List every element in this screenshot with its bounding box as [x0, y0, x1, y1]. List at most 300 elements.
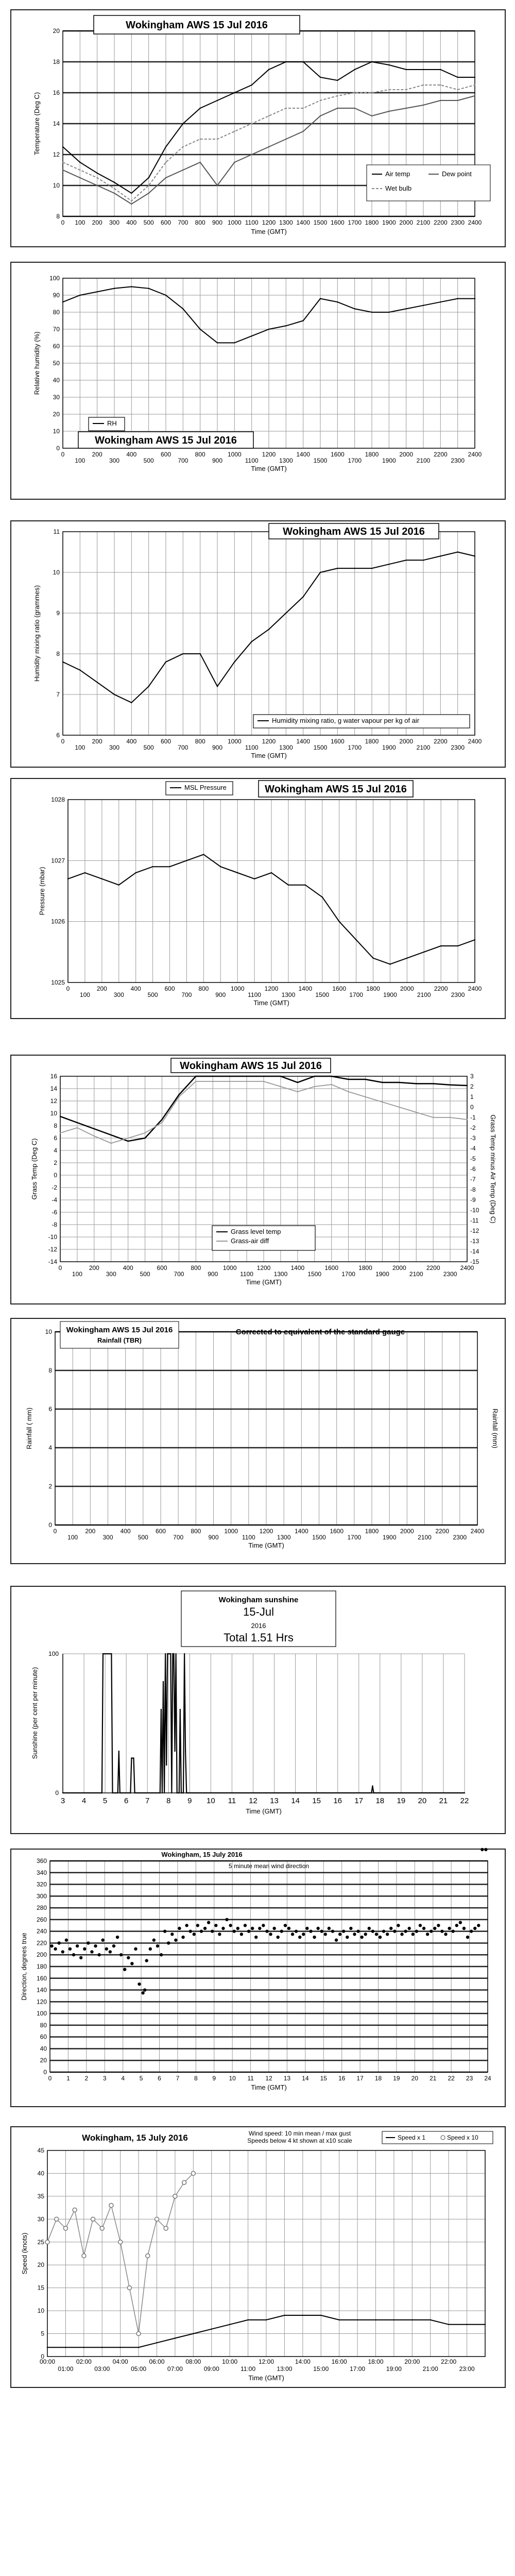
x-tick-label: 300	[109, 457, 120, 464]
data-point-s0-11	[251, 84, 252, 86]
x-tick-label: 1300	[277, 1534, 291, 1541]
y2-tick-label: 0	[470, 1104, 474, 1111]
y-axis-label: Grass Temp (Deg C)	[30, 1138, 38, 1200]
x-tick-label: 900	[212, 219, 223, 226]
x-tick-label: 13	[283, 2075, 291, 2082]
data-point-s0-1	[77, 1122, 78, 1123]
x-tick-label: 500	[138, 1534, 148, 1541]
data-point-s2-8	[199, 139, 200, 140]
data-point-s0-10	[234, 342, 235, 343]
data-point-108	[440, 1929, 443, 1933]
y-tick-label: 9	[56, 609, 60, 617]
data-point-s0-19	[388, 64, 389, 65]
x-tick-label: 19:00	[386, 2365, 402, 2372]
data-point-39	[189, 1929, 192, 1933]
x-tick-label: 18:00	[368, 2358, 384, 2365]
x-tick-label: 02:00	[76, 2358, 92, 2365]
data-point-7	[76, 1944, 79, 1947]
data-point-s1-8	[118, 2240, 123, 2244]
y-axis-label: Sunshine (per cent per minute)	[31, 1667, 39, 1759]
legend-label: Grass-air diff	[231, 1237, 269, 1245]
x-axis-label: Time (GMT)	[248, 2374, 284, 2382]
y-tick-label: 90	[53, 292, 60, 299]
data-point-s0-20	[411, 2319, 413, 2320]
data-point-13	[97, 1953, 100, 1956]
data-point-s2-22	[440, 84, 441, 86]
x-tick-label: 17	[356, 2075, 364, 2082]
data-point-s0-11	[134, 1792, 135, 1793]
data-point-s0-19	[393, 2319, 394, 2320]
chart-annotation: Corrected to equivalent of the standard gauge	[235, 1328, 405, 1336]
data-point-s0-2	[101, 878, 102, 879]
x-tick-label: 11	[228, 1797, 236, 1805]
x-tick-label: 1800	[365, 451, 379, 458]
data-point-12	[94, 1944, 97, 1947]
data-point-s0-28	[179, 1792, 180, 1793]
data-point-s0-1	[65, 2347, 66, 2348]
y-tick-label: -10	[48, 1233, 57, 1241]
data-point-s0-6	[169, 866, 170, 867]
data-point-54	[244, 1924, 247, 1927]
data-point-34	[170, 1933, 174, 1936]
data-point-s1-11	[246, 1081, 247, 1082]
x-tick-label: 0	[58, 1264, 62, 1272]
x-tick-label: 1900	[375, 1270, 389, 1278]
data-point-s0-11	[246, 1076, 247, 1077]
data-point-s0-6	[161, 1119, 162, 1120]
x-tick-label: 18	[374, 2075, 382, 2082]
chart-title: Wokingham, 15 July 2016	[161, 1851, 243, 1858]
data-point-s0-16	[331, 1076, 332, 1077]
y2-axis-label: Grass Temp minus Air Temp (Deg C)	[489, 1114, 497, 1224]
chart-title: Wokingham, 15 July 2016	[82, 2133, 188, 2143]
x-tick-label: 700	[173, 1534, 184, 1541]
data-point-s1-5	[144, 1132, 145, 1133]
x-tick-label: 1200	[262, 451, 276, 458]
y-axis-label: Temperature (Deg C)	[33, 92, 41, 156]
data-point-s0-0	[62, 662, 63, 663]
x-tick-label: 2400	[460, 1264, 474, 1272]
grass-temp-chart-panel	[10, 1055, 506, 1304]
x-tick-label: 500	[140, 1270, 150, 1278]
data-point-73	[313, 1936, 316, 1939]
x-tick-label: 1700	[348, 219, 362, 226]
data-point-s0-4	[131, 702, 132, 703]
data-point-s0-2	[96, 291, 97, 292]
data-point-s0-24	[474, 77, 475, 78]
chart-title: Wokingham AWS 15 Jul 2016	[265, 784, 407, 795]
y2-tick-label: -3	[470, 1134, 476, 1142]
data-point-s0-4	[119, 2347, 121, 2348]
x-tick-label: 800	[198, 985, 209, 992]
x-tick-label: 2000	[400, 985, 414, 992]
data-point-s0-5	[148, 686, 149, 687]
data-point-s0-10	[133, 1757, 134, 1758]
data-point-s0-14	[302, 2315, 303, 2316]
data-point-s0-20	[399, 1082, 400, 1083]
x-axis-label: Time (GMT)	[246, 1807, 282, 1815]
y-tick-label: -14	[48, 1258, 57, 1265]
x-tick-label: 01:00	[58, 2365, 74, 2372]
x-tick-label: 21:00	[422, 2365, 438, 2372]
x-tick-label: 1400	[296, 219, 311, 226]
x-axis-label: Time (GMT)	[251, 2083, 287, 2091]
data-point-s0-16	[337, 301, 338, 302]
data-point-42	[200, 1929, 203, 1933]
x-tick-label: 20	[411, 2075, 419, 2082]
data-point-s1-2	[96, 185, 97, 186]
data-point-s0-8	[193, 2333, 194, 2334]
data-point-s1-6	[161, 1122, 162, 1123]
data-point-56	[251, 1927, 254, 1930]
x-tick-label: 3	[102, 2075, 107, 2082]
data-point-s0-21	[430, 2319, 431, 2320]
rainfall-chart	[11, 1319, 505, 1563]
data-point-105	[430, 1929, 433, 1933]
data-point-74	[316, 1927, 319, 1930]
sunshine-chart	[11, 1587, 505, 1833]
x-tick-label: 13	[270, 1797, 279, 1805]
x-tick-label: 1400	[296, 451, 311, 458]
data-point-59	[262, 1924, 265, 1927]
data-point-s0-14	[162, 1792, 163, 1793]
data-point-14	[101, 1939, 105, 1942]
data-point-49	[225, 1918, 228, 1921]
data-point-s2-10	[234, 131, 235, 132]
x-tick-label: 2300	[451, 991, 465, 998]
x-tick-label: 2200	[433, 738, 448, 745]
x-tick-label: 03:00	[94, 2365, 110, 2372]
x-tick-label: 1300	[281, 991, 296, 998]
data-point-1	[54, 1947, 57, 1951]
y-tick-label: 360	[36, 1857, 47, 1865]
data-point-32	[163, 1929, 166, 1933]
x-tick-label: 300	[102, 1534, 113, 1541]
data-point-s1-15	[314, 1086, 315, 1087]
x-tick-label: 0	[48, 2075, 52, 2082]
data-point-s1-10	[234, 162, 235, 163]
y2-tick-label: -1	[470, 1114, 476, 1121]
y-tick-label: 160	[36, 1974, 47, 1982]
data-point-s0-2	[83, 2347, 84, 2348]
data-point-s0-1	[79, 669, 80, 670]
data-point-s0-29	[180, 1709, 181, 1710]
data-point-s1-12	[268, 146, 269, 147]
data-point-s0-9	[131, 1757, 132, 1758]
y-tick-label: 1028	[51, 796, 65, 803]
x-tick-label: 16	[333, 1797, 342, 1805]
y-tick-label: 0	[43, 2069, 47, 2076]
data-point-92	[382, 1929, 385, 1933]
x-tick-label: 1000	[222, 1264, 237, 1272]
data-point-96	[397, 1924, 400, 1927]
y-tick-label: 16	[53, 89, 60, 96]
chart-title: Wokingham AWS 15 Jul 2016	[95, 435, 237, 446]
data-point-s0-2	[94, 1128, 95, 1129]
data-point-s1-14	[173, 2194, 177, 2198]
x-tick-label: 1300	[273, 1270, 288, 1278]
data-point-24	[138, 1982, 141, 1986]
y-tick-label: 12	[53, 151, 60, 158]
y-tick-label: 40	[53, 377, 60, 384]
y-tick-label: 15	[37, 2284, 44, 2292]
data-point-s1-13	[285, 139, 286, 140]
data-point-s0-1	[101, 1792, 102, 1793]
x-tick-label: 1900	[382, 744, 396, 751]
data-point-s2-12	[268, 115, 269, 116]
wind-direction-chart	[11, 1850, 505, 2106]
data-point-s0-0	[62, 146, 63, 147]
y-tick-label: 0	[54, 1172, 57, 1179]
y-axis-label: Rainfall ( mm)	[25, 1408, 33, 1449]
data-point-s1-9	[212, 1081, 213, 1082]
data-point-113	[459, 1921, 462, 1924]
x-tick-label: 1100	[240, 1270, 253, 1278]
x-tick-label: 400	[123, 1264, 133, 1272]
data-point-s0-6	[118, 1751, 119, 1752]
data-point-s1-20	[399, 1107, 400, 1108]
x-tick-label: 600	[160, 219, 171, 226]
x-tick-label: 800	[195, 738, 205, 745]
data-point-s1-13	[164, 2226, 168, 2230]
data-point-s0-11	[254, 878, 255, 879]
x-tick-label: 1500	[313, 219, 328, 226]
data-point-s1-3	[114, 193, 115, 194]
chart-title: Wokingham AWS 15 Jul 2016	[180, 1060, 322, 1072]
x-tick-label: 300	[106, 1270, 116, 1278]
data-point-s0-21	[423, 560, 424, 561]
x-tick-label: 00:00	[39, 2358, 56, 2365]
y-tick-label: 11	[53, 528, 60, 535]
data-point-21	[127, 1956, 130, 1959]
y-tick-label: 10	[53, 182, 60, 189]
data-point-s0-23	[172, 1653, 173, 1654]
data-point-114	[462, 1927, 466, 1930]
data-point-s1-4	[127, 1138, 128, 1139]
y-tick-label: 6	[48, 1405, 52, 1413]
x-tick-label: 400	[126, 738, 137, 745]
x-tick-label: 8	[194, 2075, 198, 2082]
x-tick-label: 11	[247, 2075, 254, 2082]
data-point-s0-22	[448, 2324, 449, 2325]
data-point-s2-15	[320, 100, 321, 101]
data-point-s0-5	[138, 2347, 139, 2348]
data-point-s2-13	[285, 108, 286, 109]
data-point-s0-22	[440, 945, 441, 946]
x-axis-label: Time (GMT)	[251, 228, 287, 235]
y2-tick-label: -9	[470, 1196, 476, 1204]
x-tick-label: 13:00	[277, 2365, 293, 2372]
x-tick-label: 1500	[307, 1270, 322, 1278]
data-point-s1-7	[178, 1096, 179, 1097]
x-tick-label: 7	[145, 1797, 150, 1805]
y-tick-label: 100	[48, 1650, 59, 1657]
y-tick-label: 1025	[51, 979, 65, 986]
data-point-109	[444, 1933, 447, 1936]
x-tick-label: 2400	[470, 1528, 485, 1535]
data-point-s0-20	[405, 69, 406, 70]
data-point-s0-11	[251, 641, 252, 642]
x-tick-label: 2400	[468, 451, 482, 458]
x-tick-label: 15	[320, 2075, 327, 2082]
pressure-chart-panel	[10, 778, 506, 1019]
x-tick-label: 1500	[315, 991, 330, 998]
data-point-67	[291, 1933, 294, 1936]
x-tick-label: 900	[215, 991, 226, 998]
x-tick-label: 17	[354, 1797, 364, 1805]
x-tick-label: 08:00	[185, 2358, 201, 2365]
x-tick-label: 14:00	[295, 2358, 311, 2365]
y-tick-label: 40	[37, 2170, 44, 2177]
y-tick-label: 1027	[51, 857, 65, 865]
data-point-s0-8	[130, 1792, 131, 1793]
rainfall-chart-panel	[10, 1318, 506, 1564]
x-axis-label: Time (GMT)	[251, 465, 287, 472]
data-point-s0-23	[466, 2324, 467, 2325]
data-point-s0-23	[457, 551, 458, 552]
data-point-s1-11	[146, 2253, 150, 2258]
data-point-41	[196, 1924, 199, 1927]
y-tick-label: 0	[48, 1521, 52, 1529]
y-tick-label: 200	[36, 1951, 47, 1959]
x-tick-label: 1900	[382, 219, 396, 226]
x-tick-label: 2100	[418, 1534, 432, 1541]
data-point-s0-6	[156, 2342, 157, 2343]
data-point-115	[466, 1936, 469, 1939]
data-point-43	[203, 1927, 207, 1930]
y-tick-label: 100	[36, 2010, 47, 2018]
data-point-s1-14	[297, 1091, 298, 1092]
data-point-s1-8	[199, 162, 200, 163]
data-point-93	[386, 1933, 389, 1936]
data-point-s1-21	[423, 105, 424, 106]
data-point-10	[87, 1941, 90, 1944]
data-point-s0-18	[365, 1079, 366, 1080]
data-point-s0-9	[217, 342, 218, 343]
data-point-s0-17	[348, 1079, 349, 1080]
y2-tick-label: -8	[470, 1186, 476, 1193]
data-point-5	[68, 1947, 72, 1951]
x-tick-label: 0	[66, 985, 70, 992]
data-point-s0-3	[114, 288, 115, 289]
x-tick-label: 1800	[366, 985, 380, 992]
data-point-s0-0	[62, 1792, 63, 1793]
y2-axis-label: Rainfall (mm)	[491, 1408, 499, 1449]
x-tick-label: 5	[139, 2075, 143, 2082]
x-axis-label: Time (GMT)	[253, 999, 289, 1007]
data-point-s2-19	[388, 89, 389, 90]
x-tick-label: 19	[397, 1797, 406, 1805]
x-axis-label: Time (GMT)	[251, 752, 287, 759]
data-point-s0-19	[389, 963, 390, 964]
x-tick-label: 1200	[262, 219, 276, 226]
y-tick-label: 120	[36, 1998, 47, 2006]
data-point-60	[265, 1929, 268, 1933]
data-point-4	[65, 1939, 68, 1942]
y-tick-label: 1026	[51, 918, 65, 925]
data-point-22	[130, 1962, 133, 1965]
series-line-0	[63, 1654, 465, 1793]
data-point-s2-3	[114, 188, 115, 189]
data-point-45	[211, 1929, 214, 1933]
data-point-s0-8	[199, 329, 200, 330]
x-tick-label: 21	[439, 1797, 448, 1805]
x-tick-label: 500	[143, 744, 154, 751]
data-point-2	[58, 1941, 61, 1944]
y-axis-label: Direction, degrees true	[20, 1933, 28, 2001]
x-tick-label: 1600	[330, 219, 345, 226]
legend-label: Humidity mixing ratio, g water vapour per kg of air	[272, 717, 420, 724]
data-point-s0-22	[440, 555, 441, 556]
data-point-s0-16	[337, 568, 338, 569]
x-tick-label: 12	[265, 2075, 272, 2082]
data-point-111	[452, 1929, 455, 1933]
x-tick-label: 4	[81, 1797, 87, 1805]
data-point-s2-20	[405, 89, 406, 90]
x-tick-label: 1600	[324, 1264, 339, 1272]
x-tick-label: 1300	[279, 744, 293, 751]
data-point-107	[437, 1924, 440, 1927]
data-point-s0-17	[357, 2319, 358, 2320]
x-tick-label: 1000	[227, 219, 242, 226]
data-point-s2-16	[337, 95, 338, 96]
data-point-70	[302, 1933, 305, 1936]
data-point-84	[353, 1933, 356, 1936]
data-point-s0-15	[320, 572, 321, 573]
data-point-9	[83, 1947, 86, 1951]
data-point-26	[143, 1988, 146, 1991]
y-tick-label: -12	[48, 1246, 57, 1253]
legend-label: Air temp	[385, 170, 410, 178]
y-tick-label: 10	[53, 428, 60, 435]
data-point-s1-13	[280, 1086, 281, 1087]
y-tick-label: 6	[56, 732, 60, 739]
data-point-88	[368, 1927, 371, 1930]
data-point-s0-24	[474, 298, 475, 299]
data-point-83	[349, 1927, 352, 1930]
data-point-s0-2	[96, 682, 97, 683]
data-point-s2-21	[423, 84, 424, 86]
data-point-s0-14	[302, 61, 303, 62]
data-point-20	[123, 1968, 126, 1971]
data-point-s2-0	[62, 162, 63, 163]
data-point-69	[298, 1936, 301, 1939]
x-tick-label: 21	[430, 2075, 437, 2082]
data-point-94	[389, 1927, 392, 1930]
y-tick-label: 180	[36, 1963, 47, 1970]
data-point-s0-23	[457, 77, 458, 78]
data-point-75	[320, 1929, 323, 1933]
data-point-s2-11	[251, 123, 252, 124]
x-tick-label: 22:00	[441, 2358, 457, 2365]
y2-tick-label: 2	[470, 1083, 474, 1090]
y-tick-label: 0	[41, 2353, 44, 2360]
x-tick-label: 10	[229, 2075, 236, 2082]
data-point-s0-18	[166, 1765, 167, 1766]
x-tick-label: 1500	[313, 457, 328, 464]
x-tick-label: 600	[160, 738, 171, 745]
x-tick-label: 24	[484, 2075, 491, 2082]
data-point-90	[375, 1933, 378, 1936]
data-point-118	[477, 1924, 480, 1927]
data-point-s1-18	[365, 1096, 366, 1097]
x-tick-label: 0	[61, 738, 65, 745]
data-point-28	[149, 1947, 152, 1951]
data-point-62	[272, 1927, 276, 1930]
data-point-s1-23	[457, 100, 458, 101]
data-point-s0-24	[474, 939, 475, 940]
y2-tick-label: -14	[470, 1248, 479, 1255]
